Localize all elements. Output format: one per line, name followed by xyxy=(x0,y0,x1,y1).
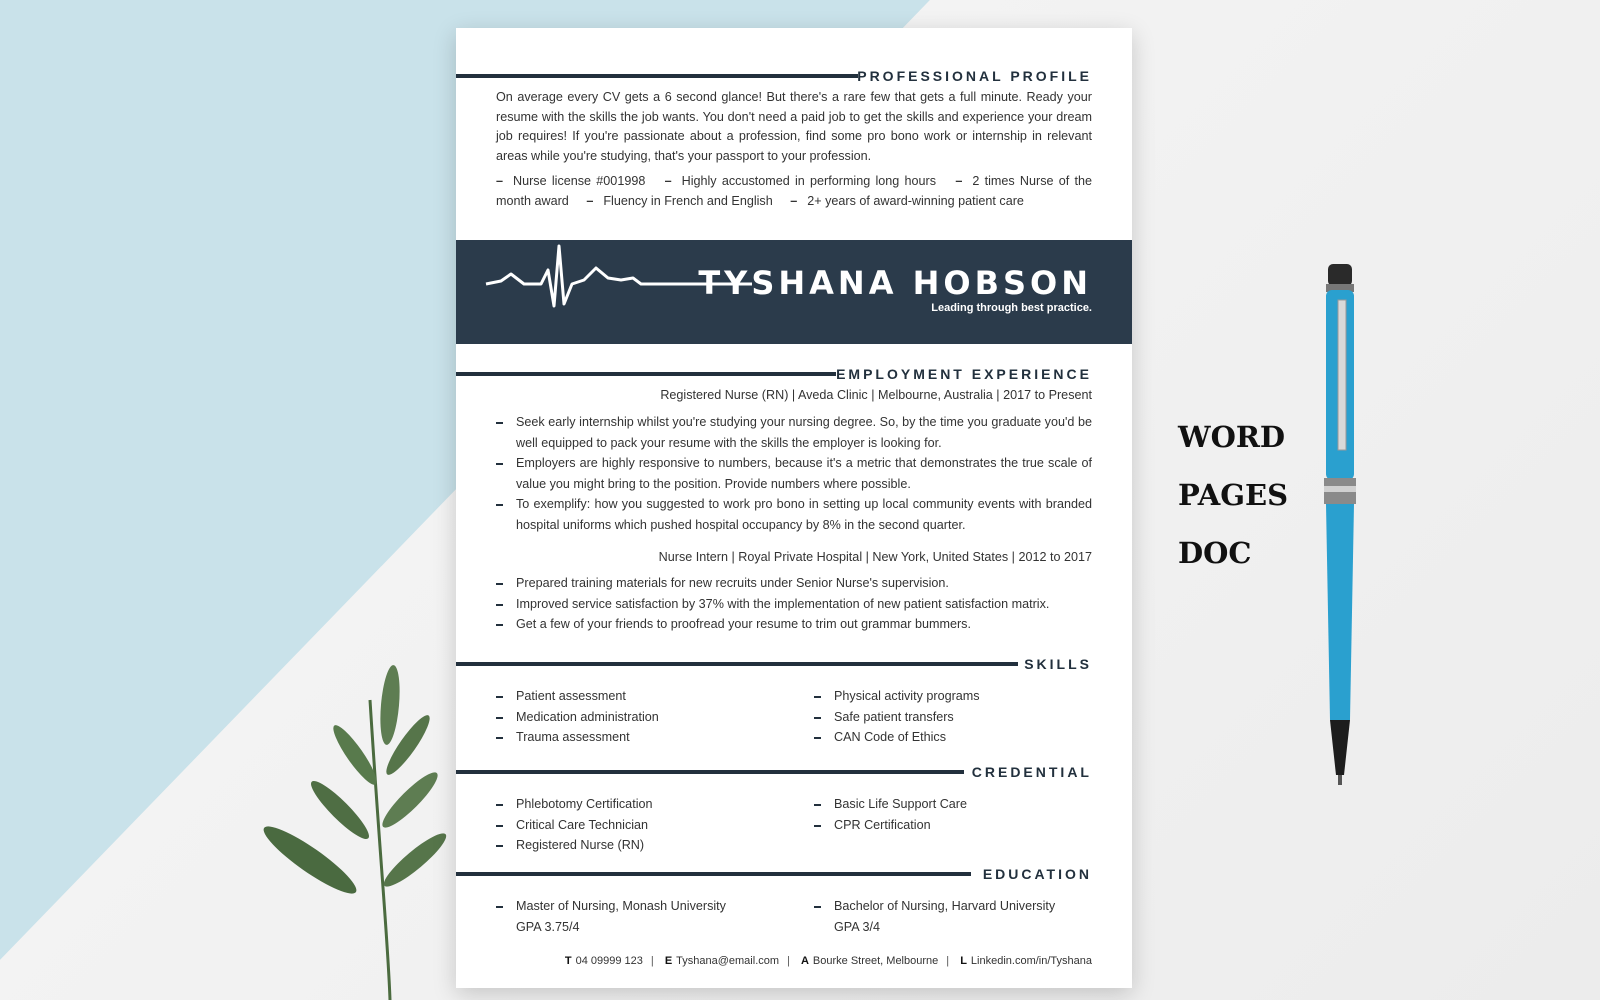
list-item: Registered Nurse (RN) xyxy=(496,835,796,856)
list-item: Improved service satisfaction by 37% with the implementation of new patient satisfaction matrix. xyxy=(496,594,1092,615)
highlight-item: 2 times Nurse of the month award xyxy=(496,174,1093,208)
credential-right-list xyxy=(814,794,1094,835)
section-title: CREDENTIAL xyxy=(971,764,1092,780)
education-item xyxy=(496,896,796,937)
employment-section-header xyxy=(456,364,1132,384)
list-item: CAN Code of Ethics xyxy=(814,727,1094,748)
format-word: WORD xyxy=(1178,420,1286,454)
list-item: Trauma assessment xyxy=(496,727,796,748)
list-item: Get a few of your friends to proofread your resume to trim out grammar bummers. xyxy=(496,614,1092,635)
list-item: Basic Life Support Care xyxy=(814,794,1094,815)
highlight-item: Nurse license #001998 xyxy=(513,174,646,188)
credential-left-list xyxy=(496,794,796,856)
section-rule xyxy=(456,662,1018,666)
pen-icon xyxy=(1320,260,1360,800)
section-rule xyxy=(456,74,858,78)
skills-section-header xyxy=(456,654,1132,674)
list-item: Medication administration xyxy=(496,707,796,728)
file-formats xyxy=(1178,420,1288,594)
list-item: Employers are highly responsive to numbers, because it's a metric that demonstrates the true scale of value you might bring to the position. Provide numbers where possible. xyxy=(496,453,1092,494)
highlight-item: Fluency in French and English xyxy=(603,193,773,208)
contact-address: Bourke Street, Melbourne xyxy=(812,955,939,967)
highlight-item: 2+ years of award-winning patient care xyxy=(807,193,1024,208)
education-degree: Bachelor of Nursing, Harvard University xyxy=(834,899,1056,913)
list-item: Critical Care Technician xyxy=(496,815,796,836)
contact-email: Tyshana@email.com xyxy=(676,955,780,967)
list-item: To exemplify: how you suggested to work pro bono in setting up local community events with branded hospital uniforms which pushed hospital occupancy by 8% in the second quarter. xyxy=(496,494,1092,535)
format-pages: PAGES xyxy=(1178,478,1289,512)
list-item: Physical activity programs xyxy=(814,686,1094,707)
profile-summary: On average every CV gets a 6 second glance! But there's a rare few that gets a full minute. Ready your resume with the skills the job wants. You don't need a paid job to get the skills and experience your dream job requires! If you're passionate about a profession, find some pro bono work or internship in relevant areas while you're studying, that's your passport to your profession. xyxy=(496,90,1092,163)
education-item xyxy=(814,896,1094,937)
job-header: Nurse Intern | Royal Private Hospital | New York, United States | 2012 to 2017 xyxy=(658,550,1092,564)
section-rule xyxy=(456,372,836,376)
skills-right-list xyxy=(814,686,1094,748)
section-rule xyxy=(456,770,964,774)
education-degree: Master of Nursing, Monash University xyxy=(516,899,726,913)
profile-highlights: – Nurse license #001998 – Highly accustomed in performing long hours – 2 times Nurse of the month award – Fluency in French and English – 2+ years of award-winning patient care xyxy=(496,174,1093,208)
contact-line: T 04 09999 123 | E Tyshana@email.com | A Bourke Street, Melbourne | L Linkedin.com/in/Tyshana xyxy=(564,955,1092,967)
profile-section-header xyxy=(456,66,1132,86)
job-header: Registered Nurse (RN) | Aveda Clinic | Melbourne, Australia | 2017 to Present xyxy=(660,388,1092,402)
section-title: EDUCATION xyxy=(982,866,1092,882)
list-item: Safe patient transfers xyxy=(814,707,1094,728)
highlight-item: Highly accustomed in performing long hours xyxy=(681,174,937,188)
list-item: Prepared training materials for new recruits under Senior Nurse's supervision. xyxy=(496,573,1092,594)
name-banner xyxy=(456,240,1132,344)
resume-page xyxy=(456,28,1132,988)
skills-left-list xyxy=(496,686,796,748)
credential-section-header xyxy=(456,762,1132,782)
job-bullets xyxy=(496,573,1092,635)
job-bullets xyxy=(496,412,1092,535)
section-title: SKILLS xyxy=(1024,656,1092,672)
format-doc: DOC xyxy=(1178,536,1252,570)
list-item: CPR Certification xyxy=(814,815,1094,836)
list-item: Phlebotomy Certification xyxy=(496,794,796,815)
list-item: Patient assessment xyxy=(496,686,796,707)
section-title: EMPLOYMENT EXPERIENCE xyxy=(836,366,1092,382)
contact-linkedin: Linkedin.com/in/Tyshana xyxy=(970,955,1092,967)
education-gpa: GPA 3/4 xyxy=(834,919,880,934)
contact-phone: 04 09999 123 xyxy=(575,955,643,967)
section-title: PROFESSIONAL PROFILE xyxy=(857,68,1092,84)
candidate-tagline: Leading through best practice. xyxy=(931,302,1092,314)
candidate-name: TYSHANA HOBSON xyxy=(698,264,1092,302)
education-section-header xyxy=(456,864,1132,884)
education-gpa: GPA 3.75/4 xyxy=(516,919,580,934)
list-item: Seek early internship whilst you're studying your nursing degree. So, by the time you graduate you'd be well equipped to pack your resume with the skills the employer is looking for. xyxy=(496,412,1092,453)
section-rule xyxy=(456,872,971,876)
